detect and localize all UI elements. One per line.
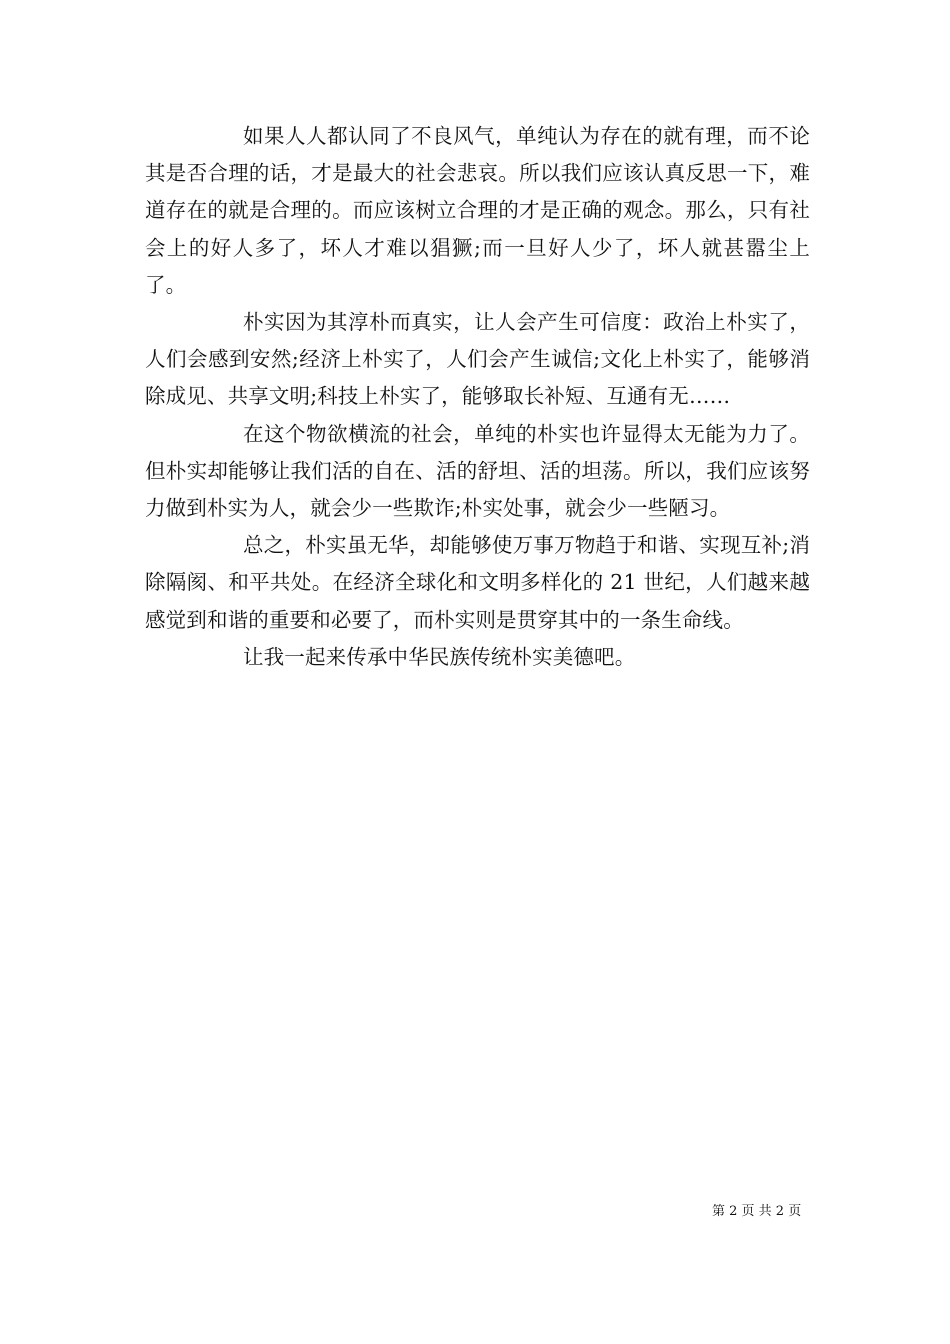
document-body xyxy=(145,118,810,676)
paragraph: 在这个物欲横流的社会，单纯的朴实也许显得太无能为力了。但朴实却能够让我们活的自在、活的舒坦、活的坦荡。所以，我们应该努力做到朴实为人，就会少一些欺诈;朴实处事，就会少一些陋习。 xyxy=(145,421,810,521)
paragraph: 让我一起来传承中华民族传统朴实美德吧。 xyxy=(243,644,636,669)
page-number-footer: 第 2 页 共 2 页 xyxy=(712,1204,802,1219)
paragraph: 总之，朴实虽无华，却能够使万事万物趋于和谐、实现互补;消除隔阂、和平共处。在经济全球化和文明多样化的 21 世纪，人们越来越感觉到和谐的重要和必要了，而朴实则是贯穿其中的一条生命线。 xyxy=(145,533,810,632)
paragraph: 朴实因为其淳朴而真实，让人会产生可信度：政治上朴实了，人们会感到安然;经济上朴实了，人们会产生诚信;文化上朴实了，能够消除成见、共享文明;科技上朴实了，能够取长补短、互通有无…… xyxy=(145,310,810,409)
paragraph: 如果人人都认同了不良风气，单纯认为存在的就有理，而不论其是否合理的话，才是最大的社会悲哀。所以我们应该认真反思一下，难道存在的就是合理的。而应该树立合理的才是正确的观念。那么，只有社会上的好人多了，坏人才难以猖獗;而一旦好人少了，坏人就甚嚣尘上了。 xyxy=(145,124,810,297)
